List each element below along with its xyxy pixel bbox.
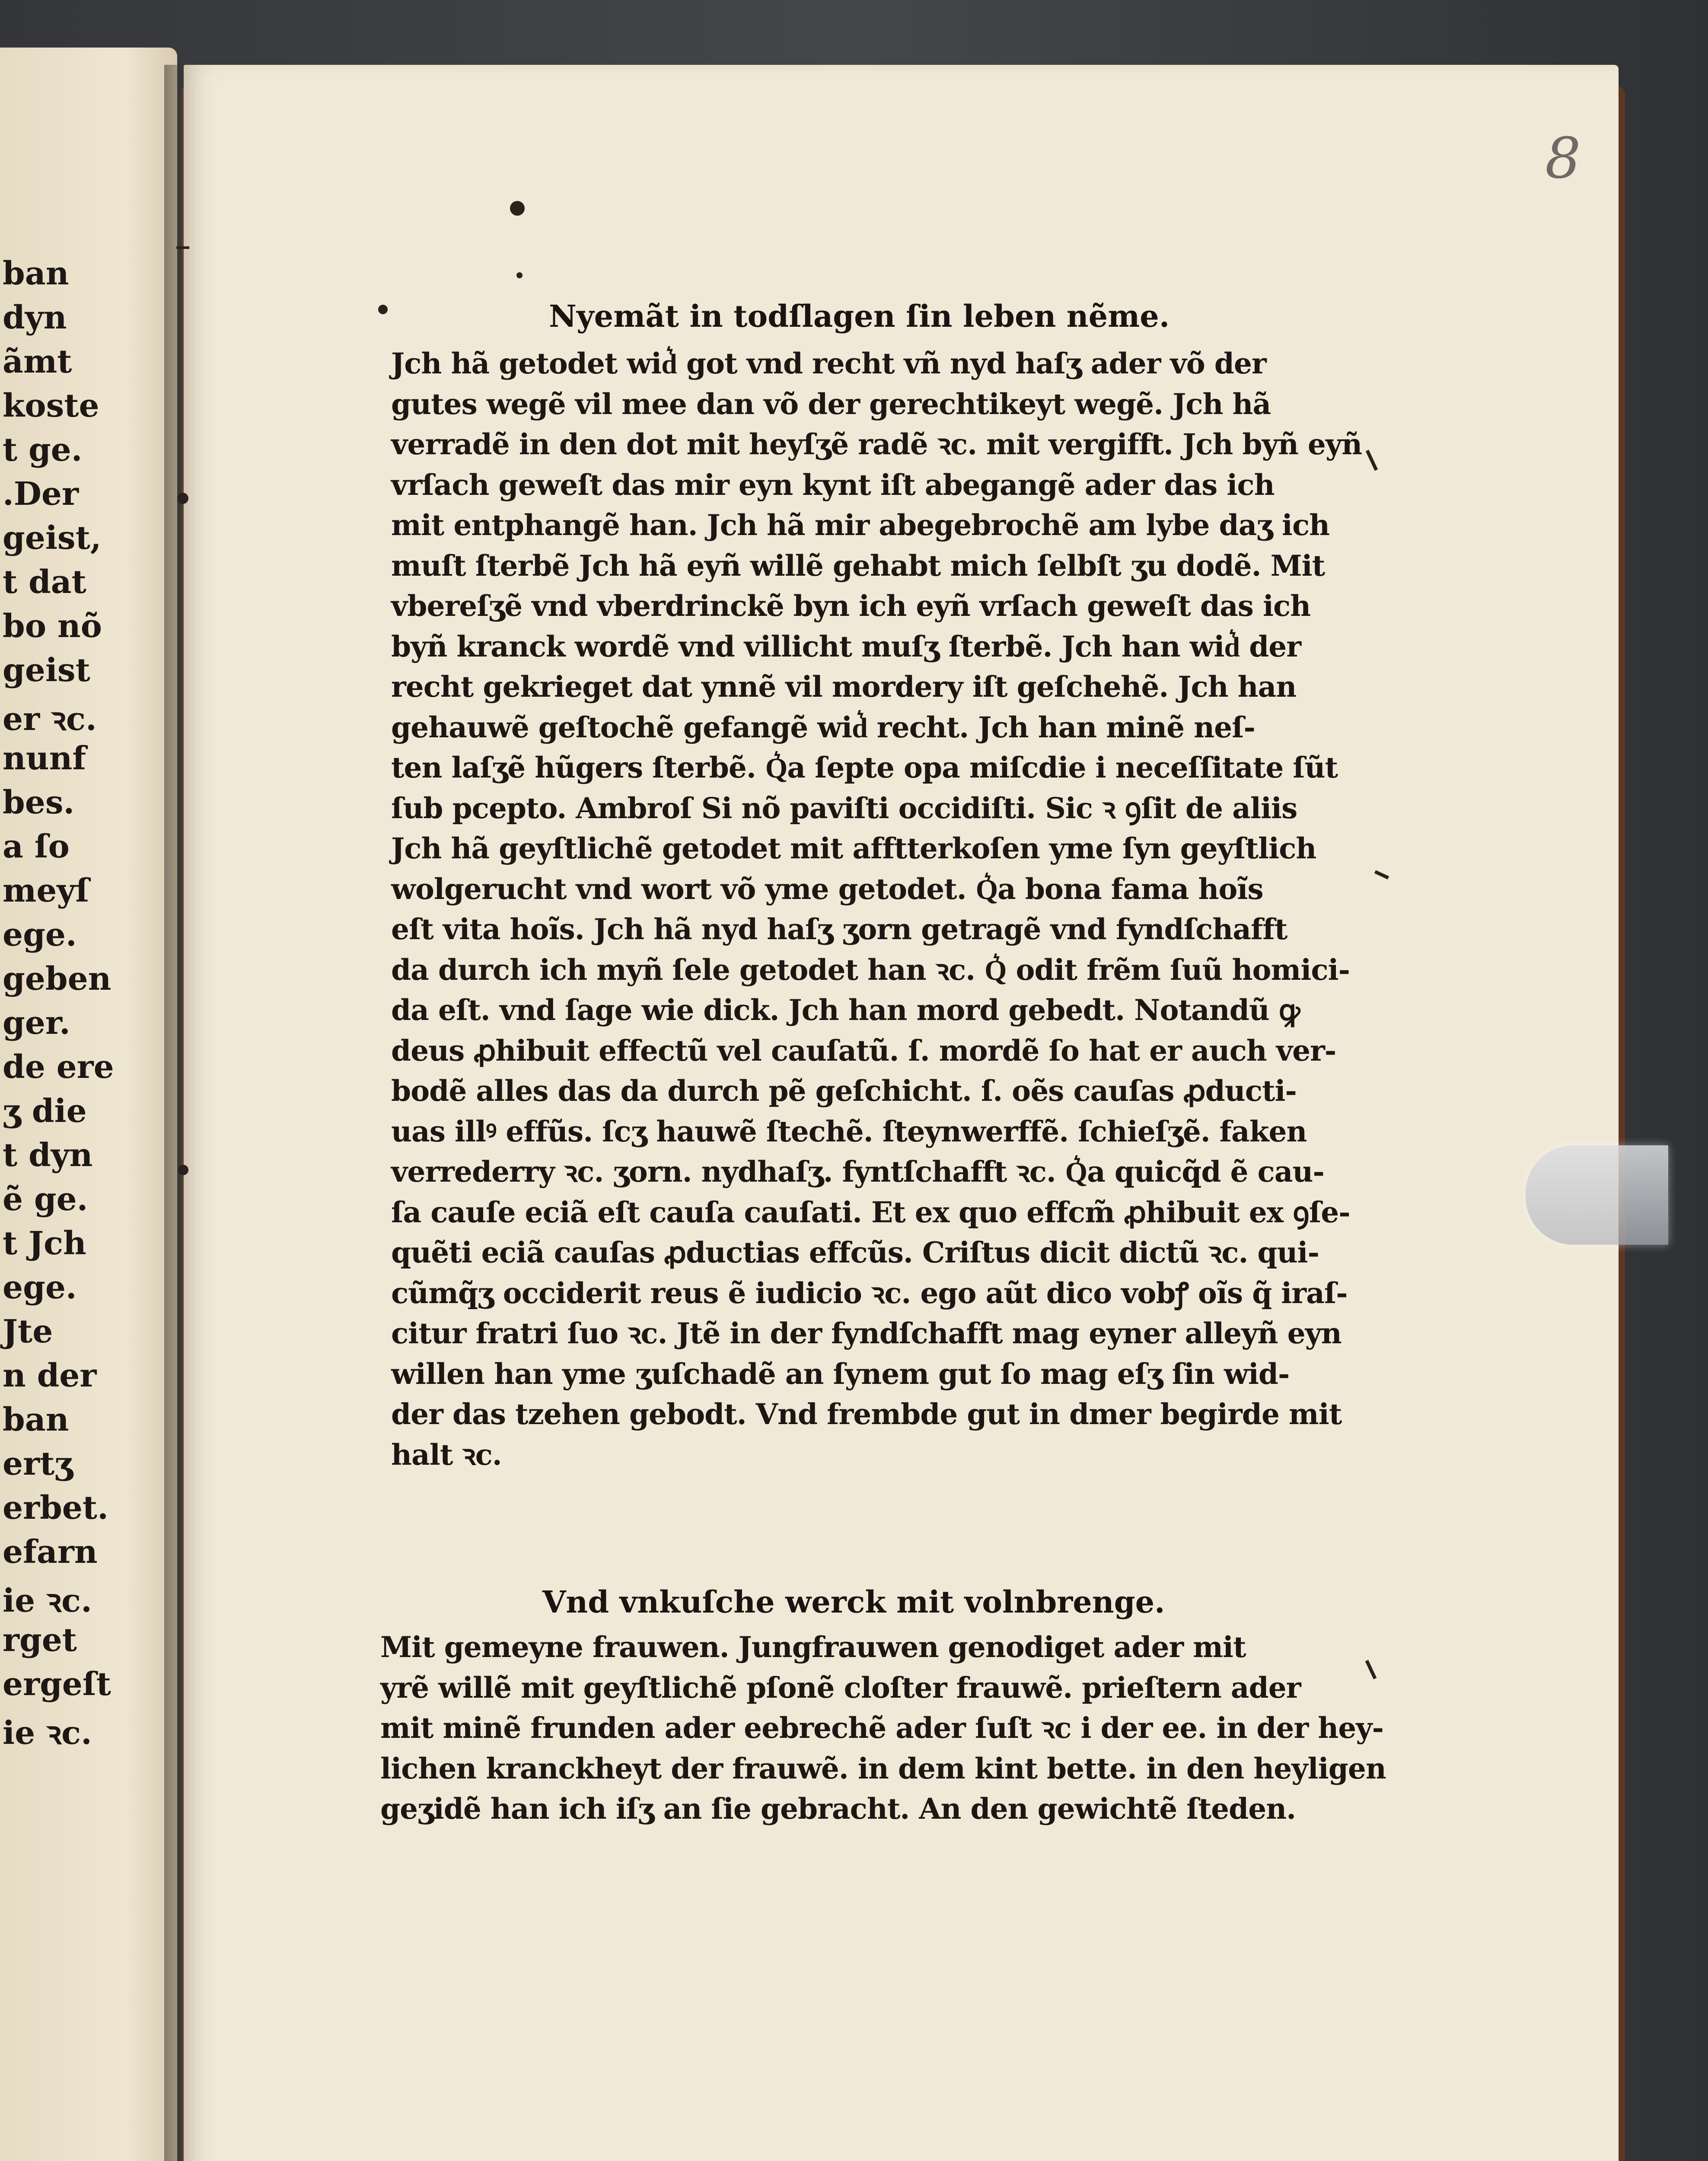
- left-page-text-fragment: geist,: [3, 520, 102, 557]
- text-line: Jch hã getodet wid͛ got vnd recht vñ nyd haſʒ ader võ der: [391, 347, 1266, 380]
- ink-dot: [510, 201, 525, 216]
- left-page-text-fragment: ãmt: [3, 343, 72, 380]
- left-page-text-fragment: a ſo: [3, 828, 70, 865]
- left-page-text-fragment: dyn: [3, 299, 67, 336]
- text-line: uas illꝰ effũs. ſcʒ hauwẽ ſtechẽ. ſteynwerffẽ. ſchieſʒẽ. faken: [391, 1114, 1307, 1148]
- left-page-text-fragment: efarn: [3, 1533, 98, 1571]
- left-page-text-fragment: ban: [3, 255, 69, 292]
- text-line: Mit gemeyne frauwen. Jungfrauwen genodiget ader mit: [380, 1630, 1246, 1664]
- text-line: bodẽ alles das da durch pẽ geſchicht. ſ. oẽs cauſas ꝓducti-: [391, 1074, 1297, 1108]
- text-line: Jch hã geyſtlichẽ getodet mit afftterkoſen yme ſyn geyſtlich: [391, 832, 1316, 865]
- left-page-text-fragment: ẽ ge.: [3, 1181, 88, 1218]
- left-page-text-fragment: ertʒ: [3, 1445, 73, 1482]
- text-line: da durch ich myñ ſele getodet han ꝛc. Q͛ odit frẽm ſuũ homici-: [391, 953, 1350, 987]
- text-line: wolgerucht vnd wort võ yme getodet. Q͛a bona fama hoĩs: [391, 872, 1263, 906]
- left-page-text-fragment: ban: [3, 1401, 69, 1438]
- text-line: vrſach geweſt das mir eyn kynt iſt abegangẽ ader das ich: [391, 468, 1275, 502]
- left-page-text-fragment: t dat: [3, 564, 86, 601]
- text-line: eſt vita hoĩs. Jch hã nyd haſʒ ʒorn getragẽ vnd fyndſchafft: [391, 912, 1287, 946]
- left-page-text-fragment: er ꝛc.: [3, 701, 97, 738]
- left-page-text-fragment: rget: [3, 1622, 77, 1659]
- section-heading: Nyemãt in todſlagen ſin leben nẽme.: [549, 298, 1170, 334]
- text-block-1: [391, 344, 1362, 1475]
- ink-dot: [516, 272, 523, 278]
- left-page-text-fragment: meyſ: [3, 872, 89, 909]
- left-page-text-fragment: geben: [3, 960, 112, 998]
- text-line: gutes wegẽ vil mee dan võ der gerechtikeyt wegẽ. Jch hã: [391, 387, 1271, 421]
- left-page-text-fragment: erbet.: [3, 1489, 108, 1527]
- text-line: verrederry ꝛc. ʒorn. nydhaſʒ. fyntſchafft ꝛc. Q͛a quicq̃d ẽ cau-: [391, 1155, 1324, 1189]
- text-line: gehauwẽ geſtochẽ gefangẽ wid͛ recht. Jch han minẽ neſ-: [391, 710, 1255, 744]
- left-page-text-fragment: t dyn: [3, 1137, 93, 1174]
- text-line: ſub pcepto. Ambroſ Si nõ paviſti occidiſti. Sic ꝛ ꝯſit de aliis: [391, 791, 1297, 825]
- text-line: willen han yme ʒuſchadẽ an ſynem gut ſo mag eſʒ ſin wid-: [391, 1357, 1290, 1391]
- text-line: halt ꝛc.: [391, 1437, 502, 1472]
- text-line: ſa cauſe eciã eſt cauſa cauſati. Et ex quo effcm̃ ꝓhibuit ex ꝯſe-: [391, 1195, 1350, 1229]
- text-line: muſt ſterbẽ Jch hã eyñ willẽ gehabt mich ſelbſt ʒu dodẽ. Mit: [391, 548, 1325, 583]
- page-clip: [1526, 1145, 1668, 1245]
- section-heading: Vnd vnkuſche werck mit volnbrenge.: [542, 1584, 1165, 1620]
- left-page-text-fragment: ergeſt: [3, 1666, 111, 1703]
- text-line: lichen kranckheyt der frauwẽ. in dem kint bette. in den heyligen: [380, 1751, 1386, 1785]
- left-facing-page: [0, 48, 177, 2161]
- text-line: yrẽ willẽ mit geyſtlichẽ pſonẽ cloſter frauwẽ. prieſtern ader: [380, 1670, 1301, 1705]
- text-line: mit minẽ frunden ader eebrechẽ ader ſuſt ꝛc i der ee. in der hey-: [380, 1711, 1384, 1745]
- text-line: citur fratri ſuo ꝛc. Jtẽ in der fyndſchafft mag eyner alleyñ eyn: [391, 1316, 1342, 1350]
- left-page-text-fragment: bo nõ: [3, 608, 102, 645]
- folio-number: 8: [1545, 125, 1581, 191]
- text-block-2: [380, 1627, 1386, 1830]
- left-page-text-fragment: bes.: [3, 784, 75, 821]
- margin-tick: [177, 493, 188, 504]
- margin-tick: [178, 1165, 188, 1175]
- left-page-text-fragment: n der: [3, 1357, 97, 1394]
- left-page-text-fragment: ie ꝛc.: [3, 1582, 92, 1619]
- text-line: byñ kranck wordẽ vnd villicht muſʒ ſterbẽ. Jch han wid͛ der: [391, 629, 1301, 663]
- text-line: quẽti eciã cauſas ꝓductias effcũs. Criſtus dicit dictũ ꝛc. qui-: [391, 1236, 1319, 1269]
- left-page-text-fragment: .Der: [3, 475, 79, 513]
- left-page-text-fragment: koste: [3, 387, 99, 424]
- left-page-text-fragment: Jte: [3, 1313, 53, 1350]
- margin-tick: [176, 246, 189, 249]
- left-page-text-fragment: geist: [3, 652, 90, 689]
- left-page-text-fragment: ege.: [3, 916, 77, 953]
- text-line: verradẽ in den dot mit heyſʒẽ radẽ ꝛc. mit vergifft. Jch byñ eyñ: [391, 427, 1362, 461]
- text-line: geʒidẽ han ich iſʒ an ſie gebracht. An den gewichtẽ ſteden.: [380, 1792, 1296, 1826]
- left-page-text-fragment: ege.: [3, 1269, 77, 1306]
- text-line: ten laſʒẽ hũgers ſterbẽ. Q͛a ſepte opa miſcdie i neceſſitate ſũt: [391, 751, 1338, 784]
- left-page-text-fragment: t ge.: [3, 431, 83, 469]
- text-line: mit entphangẽ han. Jch hã mir abegebrochẽ am lybe daʒ ich: [391, 508, 1330, 542]
- left-page-text-fragment: de ere: [3, 1049, 114, 1086]
- left-page-text-fragment: ʒ die: [3, 1093, 87, 1130]
- left-page-text-fragment: ger.: [3, 1004, 70, 1042]
- text-line: recht gekrieget dat ynnẽ vil mordery iſt geſchehẽ. Jch han: [391, 670, 1297, 704]
- text-line: da eſt. vnd ſage wie dick. Jch han mord gebedt. Notandũ ꝙ: [391, 993, 1300, 1027]
- ink-dot: [378, 305, 388, 314]
- text-line: cũmq̃ʒ occiderit reus ẽ iudicio ꝛc. ego aũt dico vobꝭ oĩs q̃ iraſ-: [391, 1276, 1348, 1310]
- text-line: vbereſʒẽ vnd vberdrinckẽ byn ich eyñ vrſach geweſt das ich: [391, 589, 1311, 623]
- left-page-text-fragment: nunf: [3, 740, 86, 777]
- text-line: deus ꝓhibuit effectũ vel cauſatũ. ſ. mordẽ ſo hat er auch ver-: [391, 1033, 1336, 1068]
- left-page-text-fragment: ie ꝛc.: [3, 1715, 92, 1752]
- left-page-text-fragment: t Jch: [3, 1225, 86, 1262]
- text-line: der das tzehen gebodt. Vnd frembde gut in dmer begirde mit: [391, 1397, 1342, 1431]
